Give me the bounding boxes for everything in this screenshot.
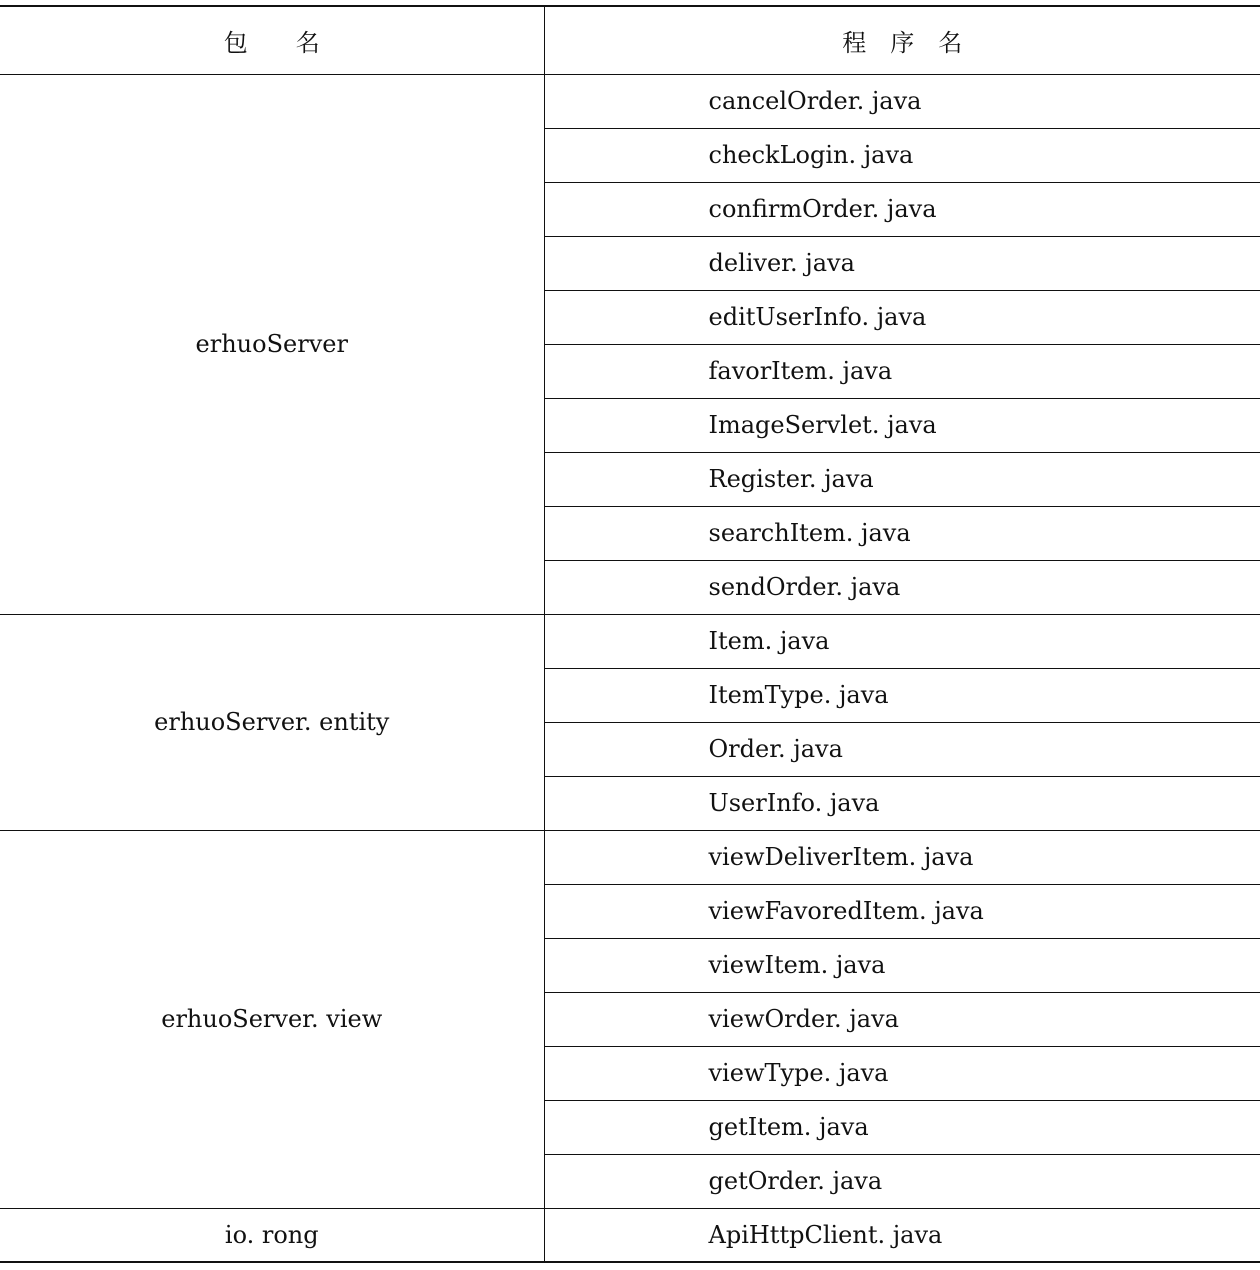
program-name-cell: viewFavoredItem. java <box>544 884 1260 938</box>
program-name-cell: UserInfo. java <box>544 776 1260 830</box>
program-name-cell: favorItem. java <box>544 344 1260 398</box>
program-name-cell: Register. java <box>544 452 1260 506</box>
program-header: 程 序 名 <box>544 6 1260 74</box>
program-name-cell: cancelOrder. java <box>544 74 1260 128</box>
program-name-cell: Order. java <box>544 722 1260 776</box>
program-name-cell: viewOrder. java <box>544 992 1260 1046</box>
package-program-table <box>0 5 1260 1263</box>
program-name-cell: ApiHttpClient. java <box>544 1208 1260 1262</box>
program-name-cell: viewItem. java <box>544 938 1260 992</box>
package-header: 包 名 <box>0 6 544 74</box>
program-name-cell: confirmOrder. java <box>544 182 1260 236</box>
table-row <box>0 614 1260 668</box>
package-name-cell: erhuoServer. view <box>0 830 544 1208</box>
program-name-cell: sendOrder. java <box>544 560 1260 614</box>
package-name-cell: erhuoServer. entity <box>0 614 544 830</box>
program-name-cell: searchItem. java <box>544 506 1260 560</box>
program-name-cell: ItemType. java <box>544 668 1260 722</box>
program-name-cell: viewDeliverItem. java <box>544 830 1260 884</box>
program-name-cell: Item. java <box>544 614 1260 668</box>
header-row <box>0 6 1260 74</box>
table-body <box>0 74 1260 1262</box>
program-name-cell: checkLogin. java <box>544 128 1260 182</box>
package-name-cell: erhuoServer <box>0 74 544 614</box>
program-name-cell: editUserInfo. java <box>544 290 1260 344</box>
package-name-cell: io. rong <box>0 1208 544 1262</box>
program-name-cell: viewType. java <box>544 1046 1260 1100</box>
table-row <box>0 1208 1260 1262</box>
table-row <box>0 830 1260 884</box>
table-row <box>0 74 1260 128</box>
program-name-cell: deliver. java <box>544 236 1260 290</box>
program-name-cell: getOrder. java <box>544 1154 1260 1208</box>
program-name-cell: getItem. java <box>544 1100 1260 1154</box>
program-name-cell: ImageServlet. java <box>544 398 1260 452</box>
